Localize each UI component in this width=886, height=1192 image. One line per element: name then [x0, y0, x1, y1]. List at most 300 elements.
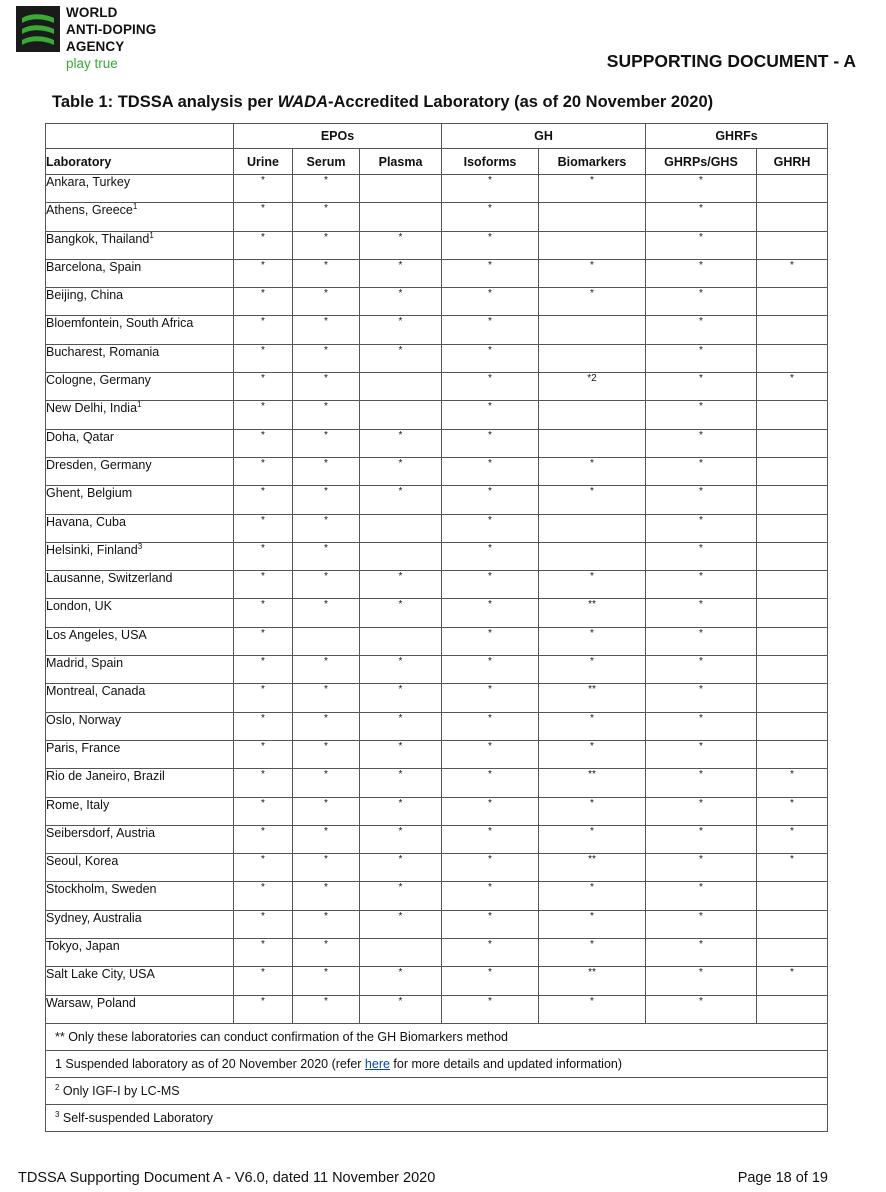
- laboratory-cell: [46, 486, 234, 514]
- cell-plasma: *: [360, 712, 442, 740]
- group-header-empty: [46, 124, 234, 149]
- cell-ghrps-ghs: *: [646, 373, 757, 401]
- group-header-gh: GH: [442, 124, 646, 149]
- laboratory-cell: [46, 910, 234, 938]
- laboratory-name: Rome, Italy: [46, 797, 110, 812]
- laboratory-name: Los Angeles, USA: [46, 627, 147, 642]
- column-header-ghrh: GHRH: [757, 149, 828, 175]
- laboratory-name: Ankara, Turkey: [46, 175, 131, 189]
- cell-plasma: *: [360, 231, 442, 259]
- table-row: [46, 571, 828, 599]
- cell-ghrps-ghs: *: [646, 967, 757, 995]
- cell-isoforms: *: [442, 486, 539, 514]
- cell-serum: *: [293, 854, 360, 882]
- cell-serum: *: [293, 542, 360, 570]
- cell-ghrh: [757, 684, 828, 712]
- table-row: [46, 231, 828, 259]
- cell-ghrh: [757, 203, 828, 231]
- cell-ghrh: [757, 910, 828, 938]
- table-body: [46, 175, 828, 1024]
- cell-urine: *: [234, 175, 293, 203]
- cell-ghrh: *: [757, 373, 828, 401]
- cell-plasma: *: [360, 854, 442, 882]
- cell-plasma: *: [360, 571, 442, 599]
- note-text: for more details and updated information): [389, 1056, 623, 1071]
- cell-ghrps-ghs: *: [646, 910, 757, 938]
- footer-document-info: TDSSA Supporting Document A - V6.0, dated 11 November 2020: [18, 1170, 436, 1186]
- here-link[interactable]: here: [364, 1056, 390, 1071]
- cell-ghrps-ghs: *: [646, 401, 757, 429]
- laboratory-cell: [46, 797, 234, 825]
- cell-isoforms: *: [442, 854, 539, 882]
- cell-isoforms: *: [442, 373, 539, 401]
- table-row: [46, 373, 828, 401]
- cell-biomarkers: *: [539, 259, 646, 287]
- laboratory-name: Havana, Cuba: [46, 514, 126, 529]
- footnote-marker: 1: [149, 230, 154, 240]
- note-self-suspended: [46, 1104, 828, 1131]
- cell-urine: *: [234, 995, 293, 1023]
- table-row: [46, 684, 828, 712]
- logo-tagline: play true: [66, 56, 118, 71]
- cell-serum: *: [293, 910, 360, 938]
- cell-serum: *: [293, 882, 360, 910]
- cell-biomarkers: **: [539, 769, 646, 797]
- cell-ghrh: *: [757, 259, 828, 287]
- cell-isoforms: *: [442, 882, 539, 910]
- cell-isoforms: *: [442, 967, 539, 995]
- cell-biomarkers: *: [539, 797, 646, 825]
- cell-ghrps-ghs: *: [646, 429, 757, 457]
- column-header-urine: Urine: [234, 149, 293, 175]
- laboratory-cell: [46, 288, 234, 316]
- cell-ghrh: [757, 995, 828, 1023]
- cell-plasma: [360, 175, 442, 203]
- laboratory-cell: [46, 401, 234, 429]
- table-row: [46, 288, 828, 316]
- laboratory-name: Athens, Greece: [46, 203, 133, 218]
- table-row: [46, 457, 828, 485]
- table-row: [46, 939, 828, 967]
- cell-ghrps-ghs: *: [646, 882, 757, 910]
- cell-ghrps-ghs: *: [646, 175, 757, 203]
- cell-serum: *: [293, 259, 360, 287]
- cell-ghrh: [757, 712, 828, 740]
- table-row: [46, 995, 828, 1023]
- cell-ghrh: [757, 599, 828, 627]
- cell-serum: *: [293, 344, 360, 372]
- laboratory-cell: [46, 175, 234, 203]
- footer-page-number: Page 18 of 19: [737, 1170, 828, 1186]
- cell-isoforms: *: [442, 910, 539, 938]
- cell-ghrh: [757, 740, 828, 768]
- laboratory-name: New Delhi, India: [46, 401, 138, 416]
- cell-urine: *: [234, 542, 293, 570]
- table-row: [46, 910, 828, 938]
- cell-biomarkers: [539, 344, 646, 372]
- laboratory-name: Montreal, Canada: [46, 684, 146, 699]
- cell-urine: *: [234, 571, 293, 599]
- cell-biomarkers: *: [539, 457, 646, 485]
- cell-ghrps-ghs: *: [646, 599, 757, 627]
- cell-plasma: *: [360, 259, 442, 287]
- logo-line: WORLD: [66, 5, 118, 20]
- cell-urine: *: [234, 769, 293, 797]
- cell-urine: *: [234, 967, 293, 995]
- cell-urine: *: [234, 203, 293, 231]
- laboratory-cell: [46, 429, 234, 457]
- cell-biomarkers: *: [539, 882, 646, 910]
- cell-serum: *: [293, 769, 360, 797]
- cell-serum: *: [293, 175, 360, 203]
- laboratory-cell: [46, 684, 234, 712]
- note-row: [46, 1023, 828, 1050]
- group-header-epos: EPOs: [234, 124, 442, 149]
- laboratory-name: Tokyo, Japan: [46, 939, 120, 954]
- footnote-marker: 3: [137, 541, 143, 551]
- note-text: Suspended laboratory as of 20 November 2020 (refer: [61, 1056, 365, 1071]
- cell-urine: *: [234, 854, 293, 882]
- laboratory-name: Cologne, Germany: [46, 373, 151, 388]
- cell-plasma: *: [360, 486, 442, 514]
- laboratory-name: Lausanne, Switzerland: [46, 571, 173, 586]
- cell-biomarkers: *: [539, 571, 646, 599]
- column-header-row: [46, 149, 828, 175]
- cell-ghrps-ghs: *: [646, 571, 757, 599]
- laboratory-cell: [46, 316, 234, 344]
- cell-isoforms: *: [442, 542, 539, 570]
- laboratory-cell: [46, 769, 234, 797]
- table-title-prefix: Table 1: TDSSA analysis per: [52, 93, 278, 111]
- cell-ghrps-ghs: *: [646, 259, 757, 287]
- cell-biomarkers: [539, 514, 646, 542]
- laboratory-name: London, UK: [46, 599, 113, 614]
- cell-serum: *: [293, 401, 360, 429]
- cell-ghrps-ghs: *: [646, 684, 757, 712]
- cell-isoforms: *: [442, 684, 539, 712]
- column-header-serum: Serum: [293, 149, 360, 175]
- cell-ghrps-ghs: *: [646, 712, 757, 740]
- laboratory-name: Stockholm, Sweden: [46, 882, 157, 897]
- cell-biomarkers: *: [539, 995, 646, 1023]
- cell-isoforms: *: [442, 429, 539, 457]
- cell-ghrps-ghs: *: [646, 457, 757, 485]
- laboratory-cell: [46, 882, 234, 910]
- cell-isoforms: *: [442, 740, 539, 768]
- cell-ghrps-ghs: *: [646, 627, 757, 655]
- cell-plasma: *: [360, 599, 442, 627]
- cell-plasma: *: [360, 429, 442, 457]
- cell-urine: *: [234, 514, 293, 542]
- laboratory-name: Helsinki, Finland: [46, 542, 138, 557]
- wada-logo-mark-icon: [16, 6, 60, 52]
- cell-urine: *: [234, 656, 293, 684]
- laboratory-cell: [46, 967, 234, 995]
- table-row: [46, 316, 828, 344]
- cell-biomarkers: *: [539, 486, 646, 514]
- cell-ghrh: *: [757, 797, 828, 825]
- note-text: Self-suspended Laboratory: [59, 1110, 214, 1125]
- cell-isoforms: *: [442, 344, 539, 372]
- cell-isoforms: *: [442, 259, 539, 287]
- cell-ghrps-ghs: *: [646, 769, 757, 797]
- cell-ghrps-ghs: *: [646, 231, 757, 259]
- cell-isoforms: *: [442, 514, 539, 542]
- cell-ghrps-ghs: *: [646, 316, 757, 344]
- footnote-marker: 1: [137, 400, 142, 410]
- cell-ghrh: *: [757, 825, 828, 853]
- cell-serum: [293, 627, 360, 655]
- cell-ghrh: [757, 316, 828, 344]
- cell-ghrps-ghs: *: [646, 486, 757, 514]
- cell-ghrps-ghs: *: [646, 203, 757, 231]
- cell-serum: *: [293, 231, 360, 259]
- logo-wordmark: [66, 4, 206, 55]
- cell-ghrps-ghs: *: [646, 854, 757, 882]
- cell-urine: *: [234, 457, 293, 485]
- note-marker: 3: [55, 1109, 60, 1119]
- table-title-suffix: -Accredited Laboratory (as of 20 November 2020): [328, 93, 714, 111]
- cell-urine: *: [234, 401, 293, 429]
- cell-urine: *: [234, 344, 293, 372]
- cell-ghrh: [757, 231, 828, 259]
- cell-ghrps-ghs: *: [646, 514, 757, 542]
- cell-urine: *: [234, 373, 293, 401]
- cell-urine: *: [234, 231, 293, 259]
- laboratory-cell: [46, 939, 234, 967]
- laboratory-table: [45, 123, 828, 1132]
- laboratory-name: Sydney, Australia: [46, 910, 142, 925]
- cell-ghrh: [757, 401, 828, 429]
- cell-urine: *: [234, 486, 293, 514]
- cell-serum: *: [293, 457, 360, 485]
- cell-plasma: *: [360, 967, 442, 995]
- cell-ghrh: [757, 344, 828, 372]
- cell-isoforms: *: [442, 316, 539, 344]
- cell-biomarkers: *: [539, 712, 646, 740]
- cell-plasma: [360, 203, 442, 231]
- cell-plasma: [360, 373, 442, 401]
- cell-biomarkers: *: [539, 656, 646, 684]
- laboratory-name: Warsaw, Poland: [46, 995, 136, 1010]
- cell-urine: *: [234, 599, 293, 627]
- note-row: [46, 1050, 828, 1077]
- laboratory-cell: [46, 571, 234, 599]
- cell-ghrps-ghs: *: [646, 995, 757, 1023]
- cell-urine: *: [234, 259, 293, 287]
- table-row: [46, 175, 828, 203]
- cell-ghrh: [757, 429, 828, 457]
- cell-plasma: *: [360, 316, 442, 344]
- cell-serum: *: [293, 712, 360, 740]
- laboratory-cell: [46, 825, 234, 853]
- cell-biomarkers: *: [539, 910, 646, 938]
- cell-serum: *: [293, 571, 360, 599]
- cell-ghrh: [757, 514, 828, 542]
- cell-biomarkers: [539, 429, 646, 457]
- laboratory-name: Ghent, Belgium: [46, 486, 133, 501]
- column-header-biomarkers: Biomarkers: [539, 149, 646, 175]
- cell-urine: *: [234, 825, 293, 853]
- laboratory-cell: [46, 514, 234, 542]
- logo-line: AGENCY: [66, 39, 125, 54]
- cell-biomarkers: *: [539, 288, 646, 316]
- cell-plasma: *: [360, 344, 442, 372]
- cell-ghrh: [757, 571, 828, 599]
- laboratory-name: Bangkok, Thailand: [46, 231, 150, 246]
- column-header-plasma: Plasma: [360, 149, 442, 175]
- cell-biomarkers: *: [539, 939, 646, 967]
- cell-ghrh: *: [757, 967, 828, 995]
- column-header-laboratory: Laboratory: [46, 149, 234, 175]
- note-igf: [46, 1077, 828, 1104]
- cell-serum: *: [293, 599, 360, 627]
- cell-plasma: *: [360, 910, 442, 938]
- cell-urine: *: [234, 910, 293, 938]
- cell-isoforms: *: [442, 401, 539, 429]
- cell-serum: *: [293, 486, 360, 514]
- cell-serum: *: [293, 288, 360, 316]
- laboratory-name: Oslo, Norway: [46, 712, 122, 727]
- laboratory-name: Barcelona, Spain: [46, 259, 142, 274]
- table-row: [46, 797, 828, 825]
- laboratory-cell: [46, 373, 234, 401]
- cell-ghrh: [757, 288, 828, 316]
- cell-biomarkers: *: [539, 175, 646, 203]
- group-header-ghrfs: GHRFs: [646, 124, 828, 149]
- laboratory-name: Bloemfontein, South Africa: [46, 316, 194, 331]
- laboratory-cell: [46, 231, 234, 259]
- cell-isoforms: *: [442, 656, 539, 684]
- cell-ghrps-ghs: *: [646, 656, 757, 684]
- table-title: [52, 93, 713, 112]
- cell-biomarkers: *: [539, 825, 646, 853]
- cell-urine: *: [234, 627, 293, 655]
- table-row: [46, 882, 828, 910]
- cell-serum: *: [293, 656, 360, 684]
- cell-urine: *: [234, 684, 293, 712]
- laboratory-name: Bucharest, Romania: [46, 344, 160, 359]
- cell-biomarkers: [539, 542, 646, 570]
- cell-plasma: [360, 939, 442, 967]
- table-row: [46, 769, 828, 797]
- cell-isoforms: *: [442, 175, 539, 203]
- cell-plasma: *: [360, 882, 442, 910]
- cell-isoforms: *: [442, 712, 539, 740]
- cell-ghrps-ghs: *: [646, 288, 757, 316]
- table-notes: [46, 1023, 828, 1131]
- cell-serum: *: [293, 939, 360, 967]
- cell-ghrh: [757, 882, 828, 910]
- cell-serum: *: [293, 967, 360, 995]
- cell-ghrps-ghs: *: [646, 797, 757, 825]
- cell-plasma: *: [360, 288, 442, 316]
- table-row: [46, 344, 828, 372]
- cell-ghrps-ghs: *: [646, 825, 757, 853]
- table-row: [46, 825, 828, 853]
- table-row: [46, 656, 828, 684]
- cell-plasma: *: [360, 769, 442, 797]
- cell-urine: *: [234, 740, 293, 768]
- cell-ghrh: [757, 175, 828, 203]
- laboratory-name: Salt Lake City, USA: [46, 967, 155, 982]
- cell-plasma: *: [360, 995, 442, 1023]
- laboratory-name: Paris, France: [46, 740, 121, 755]
- cell-plasma: [360, 627, 442, 655]
- cell-isoforms: *: [442, 995, 539, 1023]
- note-text: Only IGF-I by LC-MS: [59, 1083, 180, 1098]
- cell-ghrh: [757, 542, 828, 570]
- cell-ghrh: [757, 939, 828, 967]
- cell-serum: *: [293, 429, 360, 457]
- cell-urine: *: [234, 316, 293, 344]
- table-title-italic: WADA: [277, 93, 328, 111]
- cell-plasma: *: [360, 684, 442, 712]
- cell-isoforms: *: [442, 288, 539, 316]
- cell-plasma: [360, 514, 442, 542]
- table-row: [46, 259, 828, 287]
- cell-plasma: *: [360, 656, 442, 684]
- cell-biomarkers: [539, 203, 646, 231]
- laboratory-cell: [46, 259, 234, 287]
- cell-isoforms: *: [442, 231, 539, 259]
- cell-ghrps-ghs: *: [646, 939, 757, 967]
- laboratory-name: Seoul, Korea: [46, 854, 119, 869]
- cell-isoforms: *: [442, 203, 539, 231]
- cell-isoforms: *: [442, 769, 539, 797]
- cell-ghrh: *: [757, 854, 828, 882]
- cell-urine: *: [234, 882, 293, 910]
- cell-ghrps-ghs: *: [646, 542, 757, 570]
- cell-ghrh: [757, 457, 828, 485]
- cell-isoforms: *: [442, 457, 539, 485]
- note-marker: 1: [55, 1056, 62, 1071]
- column-header-isoforms: Isoforms: [442, 149, 539, 175]
- cell-plasma: [360, 542, 442, 570]
- laboratory-name: Dresden, Germany: [46, 457, 152, 472]
- cell-biomarkers: *2: [539, 373, 646, 401]
- cell-plasma: *: [360, 740, 442, 768]
- cell-serum: *: [293, 825, 360, 853]
- cell-isoforms: *: [442, 939, 539, 967]
- laboratory-cell: [46, 457, 234, 485]
- cell-biomarkers: **: [539, 599, 646, 627]
- document-title: SUPPORTING DOCUMENT - A: [606, 51, 856, 71]
- cell-isoforms: *: [442, 627, 539, 655]
- cell-ghrh: [757, 627, 828, 655]
- laboratory-name: Seibersdorf, Austria: [46, 825, 156, 840]
- laboratory-name: Madrid, Spain: [46, 656, 124, 671]
- cell-urine: *: [234, 288, 293, 316]
- cell-plasma: *: [360, 797, 442, 825]
- cell-biomarkers: [539, 401, 646, 429]
- cell-urine: *: [234, 712, 293, 740]
- note-double-star: ** Only these laboratories can conduct confirmation of the GH Biomarkers method: [46, 1023, 828, 1050]
- cell-plasma: [360, 401, 442, 429]
- cell-serum: *: [293, 797, 360, 825]
- cell-biomarkers: *: [539, 740, 646, 768]
- cell-serum: *: [293, 995, 360, 1023]
- table-row: [46, 712, 828, 740]
- cell-serum: *: [293, 373, 360, 401]
- cell-biomarkers: **: [539, 967, 646, 995]
- cell-biomarkers: *: [539, 627, 646, 655]
- cell-plasma: *: [360, 825, 442, 853]
- cell-urine: *: [234, 797, 293, 825]
- cell-serum: *: [293, 684, 360, 712]
- laboratory-cell: [46, 627, 234, 655]
- cell-ghrh: *: [757, 769, 828, 797]
